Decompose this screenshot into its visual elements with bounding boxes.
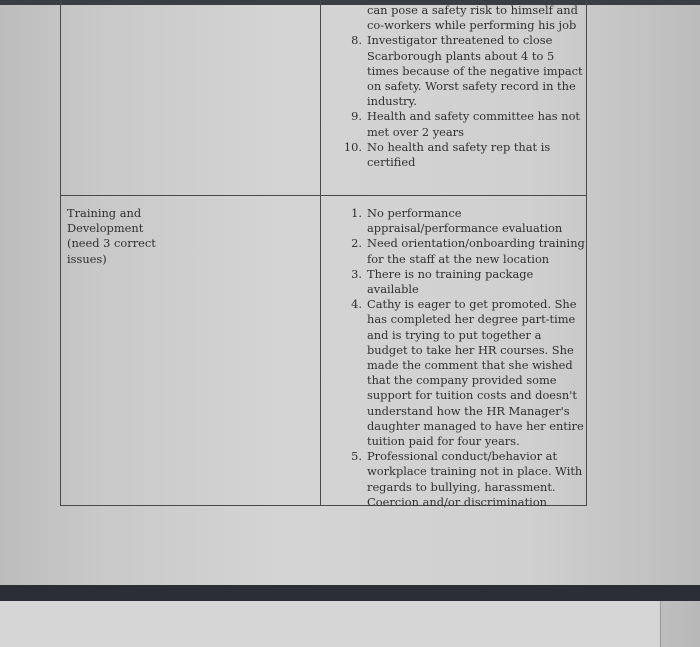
- item-number: 10.: [343, 139, 362, 154]
- item-text: Need orientation/onboarding training for the staff at the new location: [367, 236, 585, 266]
- row-divider: [61, 195, 586, 196]
- item-number: 5.: [351, 449, 362, 464]
- list-item: [327, 3, 585, 33]
- item-text: Investigator threatened to close Scarborough plants about 4 to 5 times because of the negative impact on safety. Worst safety record in the industry.: [367, 33, 583, 109]
- item-text: can pose a safety risk to himself and co-workers while performing his job: [367, 3, 578, 33]
- training-issues-list: [327, 206, 585, 510]
- list-item: [327, 297, 585, 449]
- list-item: [327, 267, 585, 297]
- list-item: [327, 449, 585, 510]
- list-item: [327, 33, 585, 109]
- item-text: No performance appraisal/performance evaluation: [367, 206, 563, 236]
- item-number: 2.: [351, 236, 362, 251]
- column-divider: [320, 0, 321, 505]
- next-page-sheet: [0, 601, 661, 647]
- item-text: There is no training package available: [367, 266, 534, 297]
- item-number: 3.: [351, 266, 362, 281]
- issues-table: [60, 0, 587, 509]
- item-number: 4.: [351, 297, 362, 312]
- screen-bezel-divider: [0, 585, 700, 601]
- item-text: Professional conduct/behavior at workplace training not in place. With regards to bullying, harassment. Coercion and/or discrimination: [367, 449, 583, 509]
- safety-issues-list: [327, 3, 585, 170]
- item-number: 8.: [351, 33, 362, 48]
- list-item: [327, 236, 585, 266]
- list-item: [327, 140, 585, 170]
- item-text: Health and safety committee has not met over 2 years: [367, 109, 581, 139]
- item-text: Cathy is eager to get promoted. She has completed her degree part-time and is trying to put together a budget to take her HR courses. She made the comment that she wished that the company provided some support for tuition costs and doesn't understand how the HR Manager's daughter managed to have her entire tuition paid for four years.: [367, 297, 584, 449]
- next-page-area: [0, 601, 700, 647]
- item-number: 9.: [351, 109, 362, 124]
- training-development-label: Training and Development (need 3 correct issues): [67, 206, 156, 266]
- list-item: [327, 109, 585, 139]
- item-text: No health and safety rep that is certified: [367, 139, 551, 170]
- item-number: 1.: [351, 206, 362, 220]
- list-item: [327, 206, 585, 236]
